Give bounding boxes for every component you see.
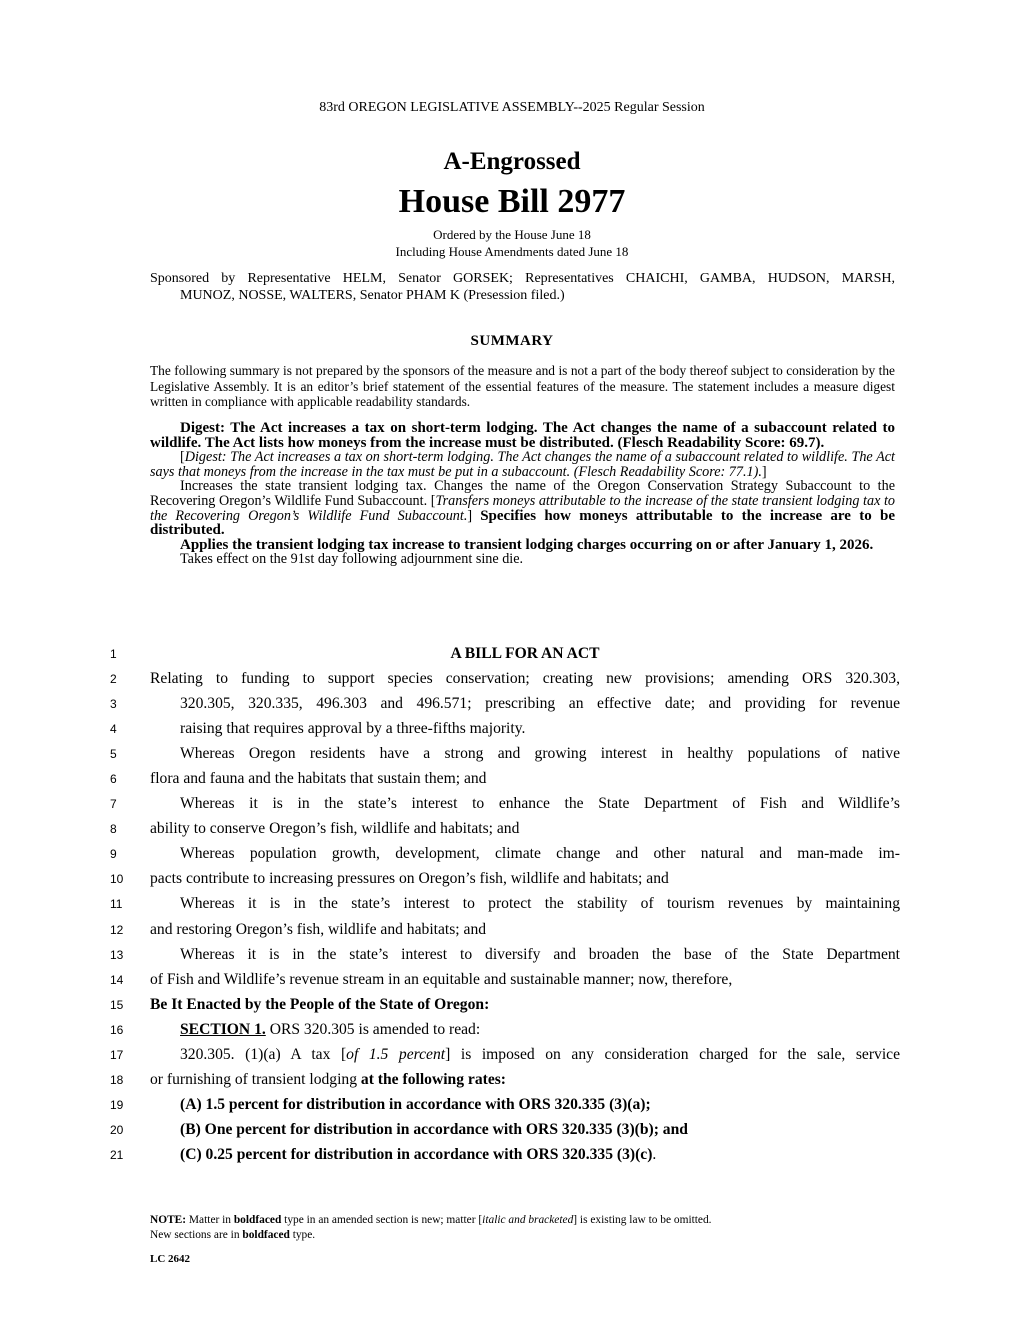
sponsors-line-2: MUNOZ, NOSSE, WALTERS, Senator PHAM K (Presession filed.) [180,288,565,303]
line-number: 16 [110,1022,124,1037]
line-text: raising that requires approval by a three-fifths majority. [180,719,526,737]
bill-line [110,842,900,867]
line-number: 9 [110,847,117,862]
bill-line [110,1118,900,1143]
line-text: Relating to funding to support species conservation; creating new provisions; amending ORS 320.303, [150,669,900,687]
bill-act-heading: A BILL FOR AN ACT [450,644,600,662]
bill-line [110,716,900,741]
line-text: ] is imposed on any consideration charged for the sale, service [445,1046,900,1064]
bill-line [110,792,900,817]
sponsors-line-1: Sponsored by Representative HELM, Senator GORSEK; Representatives CHAICHI, GAMBA, HUDSON, MARSH, [150,271,895,286]
summary-para-1-new: Specifies how moneys attributable to the increase are to be distributed. [150,507,896,539]
bill-line [110,641,900,666]
section-heading: SECTION 1. [180,1020,266,1038]
summary-para-3: Takes effect on the 91st day following adjournment sine die. [180,551,524,568]
line-number: 5 [110,746,117,761]
footnote [150,1213,895,1243]
line-text: flora and fauna and the habitats that sustain them; and [150,770,487,788]
digest-old-close: ] [761,463,767,480]
line-number: 2 [110,671,117,686]
bill-line [110,1143,900,1168]
note-italic: italic and bracketed [482,1214,574,1226]
ordered-line-1: Ordered by the House June 18 [433,227,591,242]
line-text: 320.305. (1)(a) A tax [ [180,1046,347,1064]
summary-para-1: Increases the state transient lodging tax. Changes the name of the Oregon Conservation Strategy Subaccount to the Recovering Oregon’s Wildlife Fund Subaccount. [ [150,478,895,509]
ordered-line-2: Including House Amendments dated June 18 [395,244,629,259]
note-bold: boldfaced [233,1214,282,1226]
line-text: of Fish and Wildlife’s revenue stream in an equitable and sustainable manner; now, therefore, [150,970,733,988]
line-number: 17 [110,1048,124,1063]
line-text: or furnishing of transient lodging [150,1071,361,1089]
summary-para-2: Applies the transient lodging tax increase to transient lodging charges occurring on or after January 1, 2026. [180,536,874,553]
digest-old-open: [ [180,449,185,466]
summary-digest [150,421,895,567]
bill-line [110,892,900,917]
new-text: (C) 0.25 percent for distribution in accordance with ORS 320.335 (3)(c) [180,1146,653,1164]
note-text: New sections are in [150,1229,243,1241]
assembly-header: 83rd OREGON LEGISLATIVE ASSEMBLY--2025 Regular Session [319,100,705,115]
line-number: 14 [110,972,124,987]
line-text: Whereas it is in the state’s interest to protect the stability of tourism revenues by maintaining [180,895,900,913]
enacting-clause: Be It Enacted by the People of the State of Oregon: [150,995,490,1013]
bill-line [110,766,900,791]
line-number: 1 [110,646,117,661]
bill-line [110,1017,900,1042]
line-number: 7 [110,797,117,812]
note-text: type in an amended section is new; matter [ [281,1214,483,1226]
new-text: (B) One percent for distribution in accordance with ORS 320.335 (3)(b); and [180,1121,688,1139]
line-text: 320.305, 320.335, 496.303 and 496.571; prescribing an effective date; and providing for revenue [180,694,900,712]
line-number: 6 [110,772,117,787]
line-number: 8 [110,822,117,837]
bill-title: House Bill 2977 [398,183,626,220]
line-number: 21 [110,1148,124,1163]
bill-body [110,641,900,1168]
new-text: (A) 1.5 percent for distribution in accordance with ORS 320.335 (3)(a); [180,1096,651,1114]
bill-line [110,1043,900,1068]
line-text: and restoring Oregon’s fish, wildlife and habitats; and [150,920,487,938]
engrossed-label: A-Engrossed [443,148,581,175]
line-number: 19 [110,1098,124,1113]
ordered-info [0,226,1024,260]
line-text: pacts contribute to increasing pressures on Oregon’s fish, wildlife and habitats; and [150,870,669,888]
bill-line [110,666,900,691]
line-text: Whereas population growth, development, climate change and other natural and man-made im- [180,845,900,863]
summary-heading: SUMMARY [470,333,554,349]
summary-para-1-removed: Transfers moneys attributable to the increase of the state transient lodging tax to the Recovering Oregon’s Wildlife Fund Subaccount. [150,492,895,524]
bill-line [110,917,900,942]
bill-line [110,1093,900,1118]
line-number: 3 [110,696,117,711]
line-number: 18 [110,1073,124,1088]
line-number: 13 [110,947,124,962]
line-text: Whereas it is in the state’s interest to enhance the State Department of Fish and Wildlife’s [180,795,900,813]
note-text: Matter in [186,1214,234,1226]
note-bold: boldfaced [242,1229,290,1241]
line-text: ability to conserve Oregon’s fish, wildlife and habitats; and [150,820,520,838]
lc-number: LC 2642 [150,1253,191,1265]
line-text: . [652,1146,657,1164]
bill-line [110,942,900,967]
bill-line [110,992,900,1017]
bill-line [110,1068,900,1093]
new-text: at the following rates: [360,1071,507,1089]
bill-line [110,741,900,766]
note-text: ] is existing law to be omitted. [573,1214,712,1226]
sponsors [150,270,895,304]
bill-line [110,967,900,992]
line-number: 10 [110,872,124,887]
summary-intro: The following summary is not prepared by the sponsors of the measure and is not a part of the body thereof subject to consideration by the Legislative Assembly. It is an editor’s brief statement of the essential features of the measure. The statement includes a measure digest written in compliance with applicable readability standards. [150,363,895,409]
line-text: ORS 320.305 is amended to read: [265,1020,481,1038]
digest-new: Digest: The Act increases a tax on short-term lodging. The Act changes the name of a subaccount related to wildlife. The Act lists how moneys from the increase must be distributed. (Flesch Readability Score: 69.7). [150,420,895,451]
line-number: 11 [110,897,123,912]
line-text: Whereas Oregon residents have a strong and growing interest in healthy populations of native [180,744,900,762]
note-text: type. [289,1229,316,1241]
bill-line [110,867,900,892]
line-number: 20 [110,1123,124,1138]
line-number: 12 [110,922,124,937]
line-text: Whereas it is in the state’s interest to diversify and broaden the base of the State Department [180,945,900,963]
summary-para-1-close: ] [467,507,473,524]
removed-text: of 1.5 percent [346,1046,446,1064]
note-label: NOTE: [150,1214,187,1226]
bill-line [110,691,900,716]
digest-old: Digest: The Act increases a tax on short-term lodging. The Act changes the name of a subaccount related to wildlife. The Act says that moneys from the increase in the tax must be put in a subaccount. (Flesch Readability Score: 77.1). [150,449,895,480]
line-number: 4 [110,721,117,736]
line-number: 15 [110,997,124,1012]
bill-line [110,817,900,842]
